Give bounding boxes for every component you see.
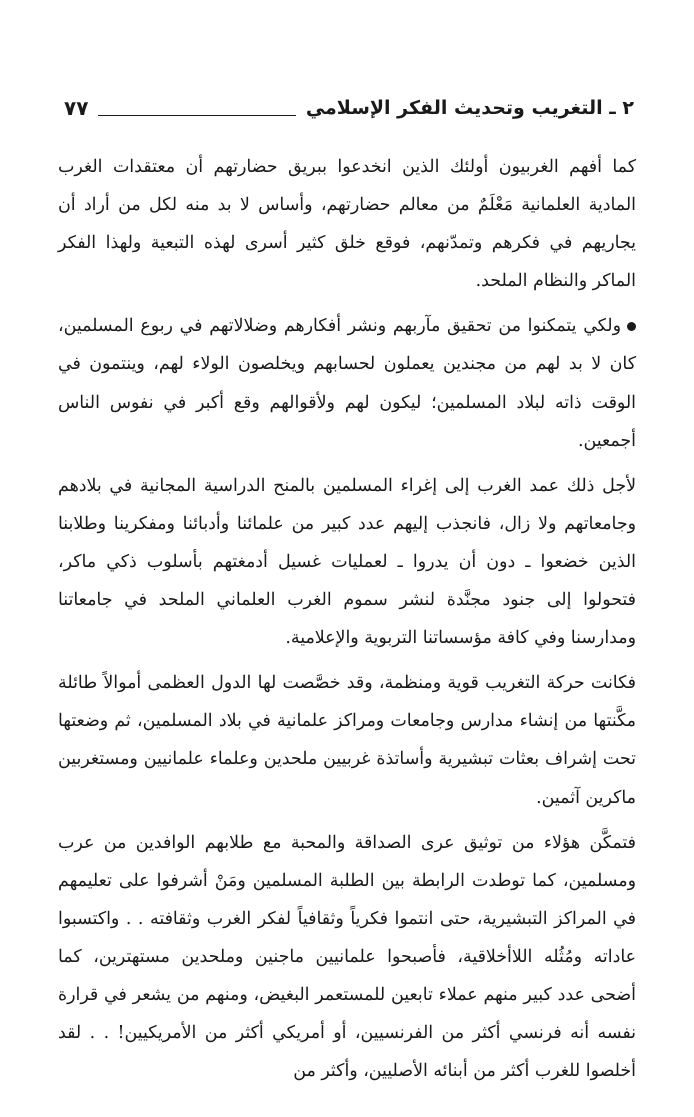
page-number: ٧٧ xyxy=(64,96,89,120)
paragraph-text: فكانت حركة التغريب قوية ومنظمة، وقد خصَّصت لها الدول العظمى أموالاً طائلة مكَّنتها من إنشاء مدارس وجامعات ومراكز علمانية في بلاد المسلمين، ثم وضعتها تحت إشراف بعثات تبشيرية وأساتذة غربيين ملحدين وعلماء علمانيين ومستغربين ماكرين آثمين. xyxy=(58,673,636,808)
page-header xyxy=(64,90,634,124)
paragraph xyxy=(58,307,636,459)
paragraph xyxy=(58,824,636,1091)
body-text xyxy=(58,148,636,1090)
running-title: ٢ ـ التغريب وتحديث الفكر الإسلامي xyxy=(305,97,634,119)
paragraph xyxy=(58,664,636,816)
paragraph-text: لأجل ذلك عمد الغرب إلى إغراء المسلمين بالمنح الدراسية المجانية في بلادهم وجامعاتهم ولا زال، فانجذب إليهم عدد كبير من علمائنا وأدبائنا ومفكرينا وطلابنا الذين خضعوا ـ دون أن يدروا ـ لعمليات غسيل أدمغتهم بأسلوب ذكي ماكر، فتحولوا إلى جنود مجنَّدة لنشر سموم الغرب العلماني الملحد في جامعاتنا ومدارسنا وفي كافة مؤسساتنا التربوية والإعلامية. xyxy=(58,475,636,649)
paragraph-text: كما أفهم الغربيون أولئك الذين انخدعوا ببريق حضارتهم أن معتقدات الغرب المادية العلمانية مَعْلَمٌ من معالم حضارتهم، وأساس لا بد منه لكل من أراد أن يجاريهم في فكرهم وتمدّنهم، فوقع خلق كثير أسرى لهذه التبعية ولهذا الفكر الماكر والنظام الملحد. xyxy=(58,157,636,292)
bullet-icon xyxy=(627,322,636,331)
paragraph-text: ولكي يتمكنوا من تحقيق مآربهم ونشر أفكارهم وضلالاتهم في ربوع المسلمين، كان لا بد لهم من مجندين يعملون لحسابهم ويخلصون الولاء لهم، وينتمون في الوقت ذاته لبلاد المسلمين؛ ليكون لهم ولأقوالهم وقع أكبر في نفوس الناس أجمعين. xyxy=(58,316,636,451)
paragraph-text: فتمكَّن هؤلاء من توثيق عرى الصداقة والمحبة مع طلابهم الوافدين من عرب ومسلمين، كما توطدت الرابطة بين الطلبة المسلمين ومَنْ أشرفوا على تعليمهم في المراكز التبشيرية، حتى انتموا فكرياً وثقافياً لفكر الغرب وثقافته . . واكتسبوا عاداته ومُثُله اللاأخلاقية، فأصبحوا علمانيين ماجنين وملحدين مستهترين، كما أضحى عدد كبير منهم عملاء تابعين للمستعمر البغيض، ومنهم من يشعر في قرارة نفسه أنه فرنسي أكثر من الفرنسيين، أو أمريكي أكثر من الأمريكيين! . . لقد أخلصوا للغرب أكثر من أبنائه الأصليين، وأكثر من xyxy=(58,832,636,1082)
paragraph xyxy=(58,148,636,300)
header-rule xyxy=(98,115,295,116)
paragraph xyxy=(58,467,636,657)
